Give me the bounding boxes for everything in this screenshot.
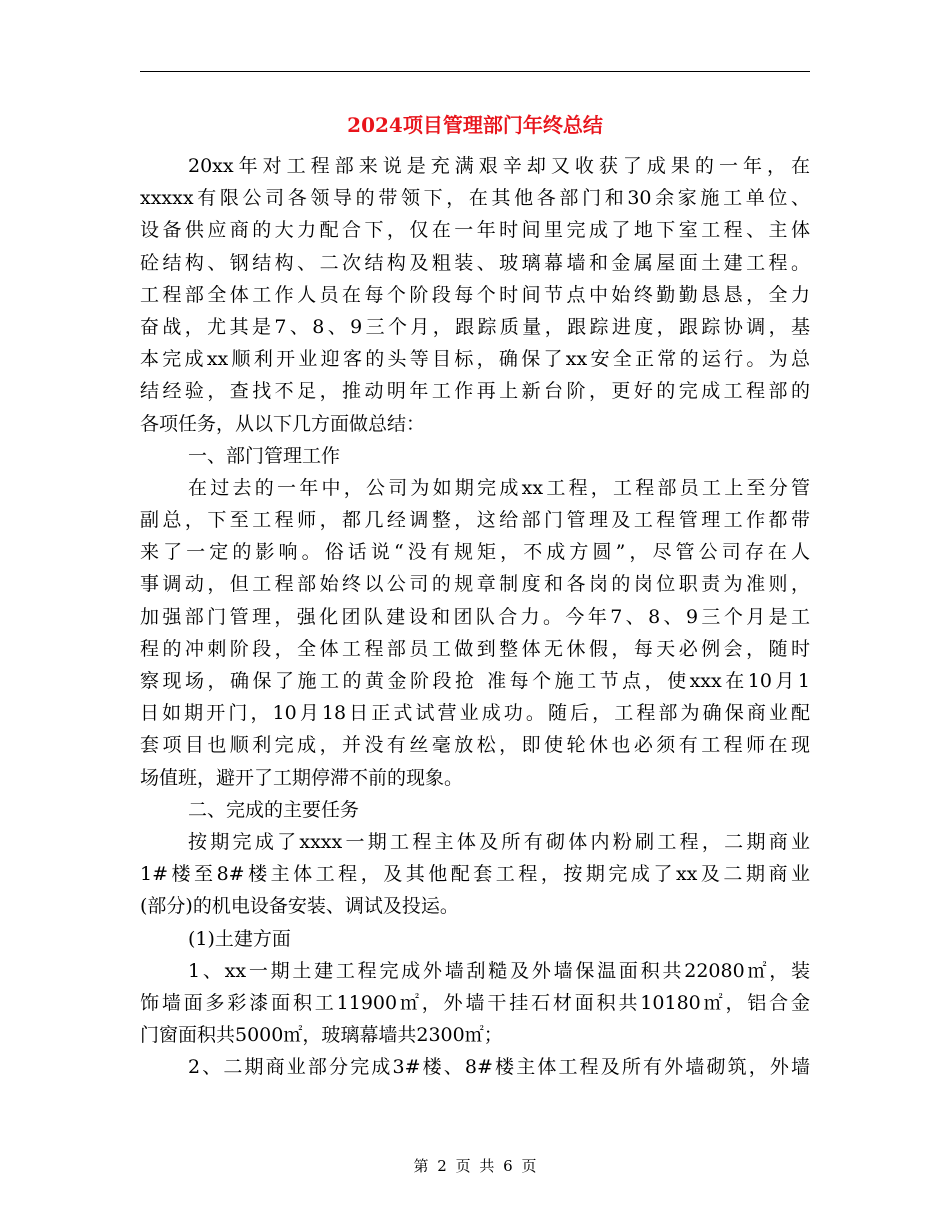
body-line: 1#楼至8#楼主体工程，及其他配套工程，按期完成了xx及二期商业 bbox=[140, 863, 810, 886]
body-line: 程的冲刺阶段，全体工程部员工做到整体无休假，每天必例会，随时 bbox=[140, 637, 810, 660]
body-line: 事调动，但工程部始终以公司的规章制度和各岗的岗位职责为准则， bbox=[140, 573, 810, 596]
body-line: 来了一定的影响。俗话说“没有规矩，不成方圆”，尽管公司存在人 bbox=[140, 541, 810, 564]
body-line: 加强部门管理，强化团队建设和团队合力。今年7、8、9三个月是工 bbox=[140, 605, 810, 628]
body-line: 日如期开门，10月18日正式试营业成功。随后，工程部为确保商业配 bbox=[140, 702, 810, 725]
section-heading: 二、完成的主要任务 bbox=[188, 798, 360, 821]
body-line: 在过去的一年中，公司为如期完成xx工程，工程部员工上至分管 bbox=[188, 476, 810, 499]
body-line: 结经验，查找不足，推动明年工作再上新台阶，更好的完成工程部的 bbox=[140, 380, 810, 403]
body-line: 20xx年对工程部来说是充满艰辛却又收获了成果的一年，在 bbox=[188, 155, 810, 177]
body-line: 砼结构、钢结构、二次结构及粗装、玻璃幕墙和金属屋面土建工程。 bbox=[140, 251, 810, 274]
body-line: 套项目也顺利完成，并没有丝毫放松，即使轮休也必须有工程师在现 bbox=[140, 734, 810, 757]
body-line: 奋战，尤其是7、8、9三个月，跟踪质量，跟踪进度，跟踪协调，基 bbox=[140, 315, 810, 338]
body-line: 各项任务，从以下几方面做总结： bbox=[140, 412, 426, 435]
header-rule bbox=[140, 71, 810, 72]
body-line: xxxxx有限公司各领导的带领下，在其他各部门和30余家施工单位、 bbox=[140, 187, 810, 210]
body-line: 按期完成了xxxx一期工程主体及所有砌体内粉刷工程，二期商业 bbox=[188, 830, 810, 853]
body-line: 2、二期商业部分完成3#楼、8#楼主体工程及所有外墙砌筑，外墙 bbox=[188, 1056, 810, 1079]
body-line: 场值班，避开了工期停滞不前的现象。 bbox=[140, 766, 464, 789]
body-line: 门窗面积共5000㎡，玻璃幕墙共2300㎡； bbox=[140, 1024, 503, 1047]
body-line: 饰墙面多彩漆面积工11900㎡，外墙干挂石材面积共10180㎡，铝合金 bbox=[140, 991, 810, 1014]
body-line: 1、xx一期土建工程完成外墙刮糙及外墙保温面积共22080㎡，装 bbox=[188, 959, 810, 982]
body-line: 本完成xx顺利开业迎客的头等目标，确保了xx安全正常的运行。为总 bbox=[140, 348, 810, 371]
page-number: 第 2 页 共 6 页 bbox=[413, 1157, 537, 1175]
body-line: (部分)的机电设备安装、调试及投运。 bbox=[140, 895, 459, 918]
body-line: 察现场，确保了施工的黄金阶段抢 准每个施工节点，使xxx在10月1 bbox=[140, 670, 810, 692]
body-line: 工程部全体工作人员在每个阶段每个时间节点中始终勤勤恳恳，全力 bbox=[140, 283, 810, 306]
document-body bbox=[140, 150, 810, 1083]
document-title: 2024项目管理部门年终总结 bbox=[347, 113, 603, 137]
subsection-heading: (1)土建方面 bbox=[188, 927, 291, 950]
section-heading: 一、部门管理工作 bbox=[188, 444, 341, 467]
body-line: 设备供应商的大力配合下，仅在一年时间里完成了地下室工程、主体 bbox=[140, 219, 810, 242]
body-line: 副总，下至工程师，都几经调整，这给部门管理及工程管理工作都带 bbox=[140, 509, 810, 532]
